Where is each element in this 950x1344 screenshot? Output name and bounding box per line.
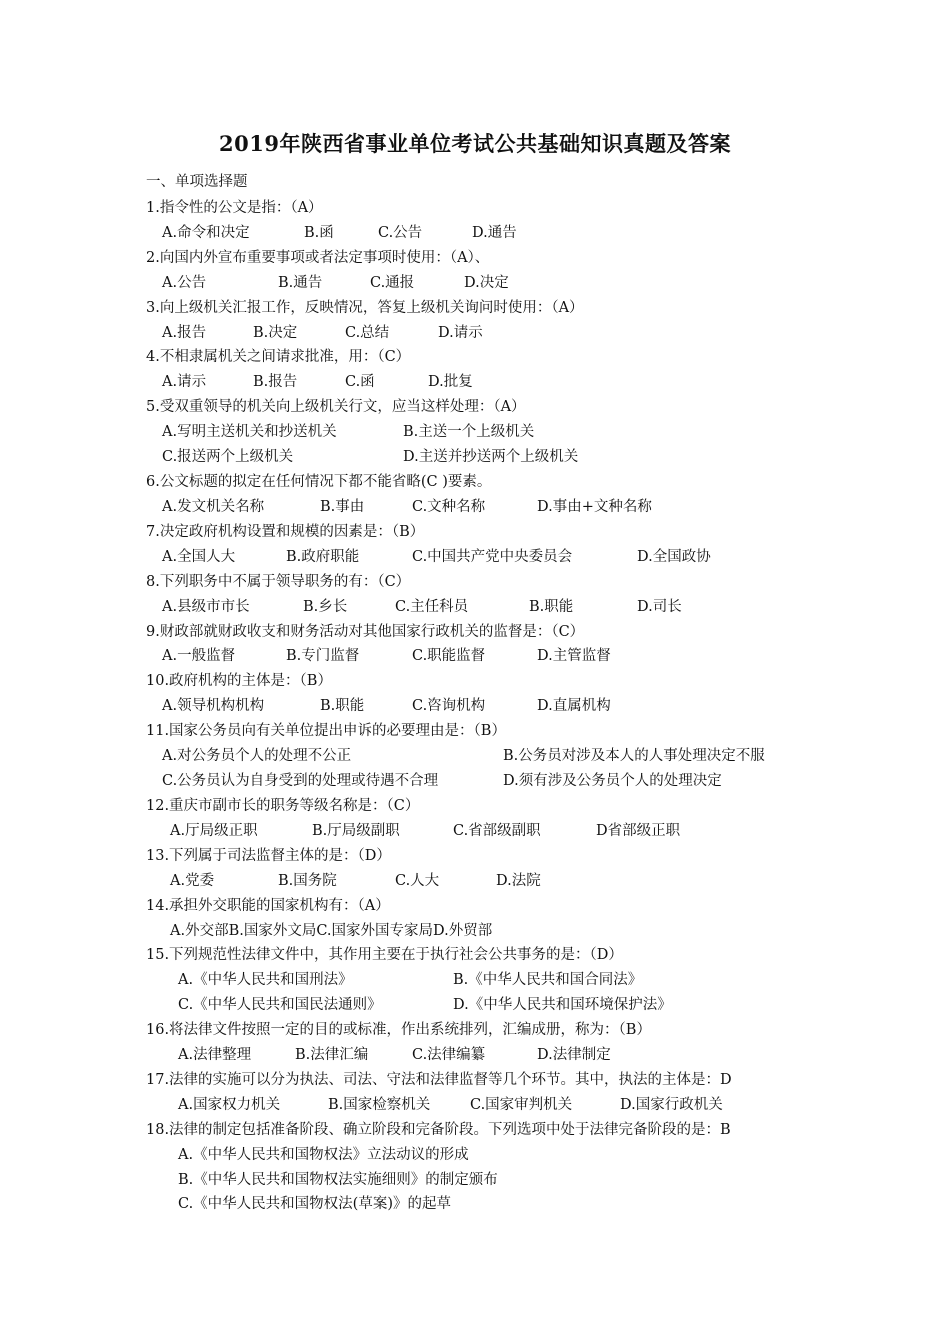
option: A.发文机关名称 — [162, 499, 265, 515]
option: C.总结 — [345, 325, 390, 341]
option: A.《中华人民共和国物权法》立法动议的形成 — [178, 1147, 469, 1163]
question-15: 15.下列规范性法律文件中，其作用主要在于执行社会公共事务的是：（D） — [146, 947, 623, 963]
page-title: 2019年陕西省事业单位考试公共基础知识真题及答案 — [219, 131, 731, 156]
option: B.国务院 — [278, 873, 337, 889]
question-17: 17.法律的实施可以分为执法、司法、守法和法律监督等几个环节。其中，执法的主体是：D — [146, 1072, 732, 1088]
option: B.函 — [304, 225, 334, 241]
question-4: 4.不相隶属机关之间请求批准，用：（C） — [146, 349, 411, 365]
option: A.国家权力机关 — [178, 1097, 281, 1113]
option: A.命令和决定 — [162, 225, 250, 241]
option: B.《中华人民共和国物权法实施细则》的制定颁布 — [178, 1172, 498, 1188]
option: B.职能 — [529, 599, 574, 615]
option: C.公告 — [378, 225, 423, 241]
question-10: 10.政府机构的主体是：（B） — [146, 673, 332, 689]
option: A.领导机构机构 — [162, 698, 265, 714]
question-2: 2.向国内外宣布重要事项或者法定事项时使用：（A）、 — [146, 250, 490, 266]
option: D.《中华人民共和国环境保护法》 — [453, 997, 672, 1013]
option: A.外交部B.国家外文局C.国家外国专家局D.外贸部 — [170, 923, 493, 939]
option: C.文种名称 — [412, 499, 486, 515]
option: C.通报 — [370, 275, 415, 291]
option: B.政府职能 — [286, 549, 360, 565]
option: B.报告 — [253, 374, 298, 390]
option: D.直属机构 — [537, 698, 611, 714]
option: A.报告 — [162, 325, 207, 341]
option: A.党委 — [170, 873, 215, 889]
question-18: 18.法律的制定包括准备阶段、确立阶段和完备阶段。下列选项中处于法律完备阶段的是：B — [146, 1122, 731, 1138]
option: D.决定 — [464, 275, 509, 291]
option: B.专门监督 — [286, 648, 360, 664]
option: A.对公务员个人的处理不公正 — [162, 748, 352, 764]
option: B.国家检察机关 — [328, 1097, 431, 1113]
option: A.写明主送机关和抄送机关 — [162, 424, 337, 440]
question-6: 6.公文标题的拟定在任何情况下都不能省略(C )要素。 — [146, 474, 492, 490]
option: C.法律编纂 — [412, 1047, 486, 1063]
question-16: 16.将法律文件按照一定的目的或标准，作出系统排列，汇编成册，称为：（B） — [146, 1022, 651, 1038]
question-9: 9.财政部就财政收支和财务活动对其他国家行政机关的监督是：（C） — [146, 624, 585, 640]
option: A.全国人大 — [162, 549, 236, 565]
option: B.厅局级副职 — [312, 823, 400, 839]
option: D.司长 — [637, 599, 682, 615]
question-5: 5.受双重领导的机关向上级机关行文，应当这样处理：（A） — [146, 399, 526, 415]
option: C.中国共产党中央委员会 — [412, 549, 573, 565]
option: C.《中华人民共和国民法通则》 — [178, 997, 382, 1013]
section-heading: 一、单项选择题 — [146, 174, 248, 190]
option: B.法律汇编 — [295, 1047, 369, 1063]
option: D.批复 — [428, 374, 473, 390]
question-11: 11.国家公务员向有关单位提出申诉的必要理由是：（B） — [146, 723, 506, 739]
option: C.国家审判机关 — [470, 1097, 573, 1113]
option: C.主任科员 — [395, 599, 469, 615]
question-13: 13.下列属于司法监督主体的是：（D） — [146, 848, 391, 864]
option: B.《中华人民共和国合同法》 — [453, 972, 643, 988]
option: B.职能 — [320, 698, 365, 714]
option: D省部级正职 — [596, 823, 681, 839]
option: C.《中华人民共和国物权法(草案)》的起草 — [178, 1196, 451, 1212]
option: A.厅局级正职 — [170, 823, 258, 839]
option: B.公务员对涉及本人的人事处理决定不服 — [503, 748, 765, 764]
option: D.全国政协 — [637, 549, 711, 565]
option: B.事由 — [320, 499, 365, 515]
option: C.公务员认为自身受到的处理或待遇不合理 — [162, 773, 439, 789]
option: C.咨询机构 — [412, 698, 486, 714]
question-3: 3.向上级机关汇报工作，反映情况，答复上级机关询问时使用：（A） — [146, 300, 584, 316]
option: B.乡长 — [303, 599, 348, 615]
option: D.法律制定 — [537, 1047, 611, 1063]
question-7: 7.决定政府机构设置和规模的因素是：（B） — [146, 524, 425, 540]
option: A.一般监督 — [162, 648, 236, 664]
option: A.公告 — [162, 275, 207, 291]
option: A.县级市市长 — [162, 599, 250, 615]
option: A.请示 — [162, 374, 207, 390]
option: D.须有涉及公务员个人的处理决定 — [503, 773, 722, 789]
option: C.报送两个上级机关 — [162, 449, 294, 465]
option: B.决定 — [253, 325, 298, 341]
option: D.事由+文种名称 — [537, 499, 652, 515]
option: C.函 — [345, 374, 375, 390]
option: C.省部级副职 — [453, 823, 541, 839]
option: D.国家行政机关 — [620, 1097, 723, 1113]
question-12: 12.重庆市副市长的职务等级名称是：（C） — [146, 798, 420, 814]
option: C.人大 — [395, 873, 440, 889]
option: D.通告 — [472, 225, 517, 241]
option: D.主管监督 — [537, 648, 611, 664]
question-14: 14.承担外交职能的国家机构有：（A） — [146, 898, 390, 914]
option: C.职能监督 — [412, 648, 486, 664]
option: B.主送一个上级机关 — [403, 424, 535, 440]
question-8: 8.下列职务中不属于领导职务的有：（C） — [146, 574, 411, 590]
option: D.主送并抄送两个上级机关 — [403, 449, 579, 465]
option: B.通告 — [278, 275, 323, 291]
option: D.请示 — [438, 325, 483, 341]
option: A.《中华人民共和国刑法》 — [178, 972, 353, 988]
option: A.法律整理 — [178, 1047, 252, 1063]
question-1: 1.指令性的公文是指：（A） — [146, 200, 323, 216]
option: D.法院 — [496, 873, 541, 889]
